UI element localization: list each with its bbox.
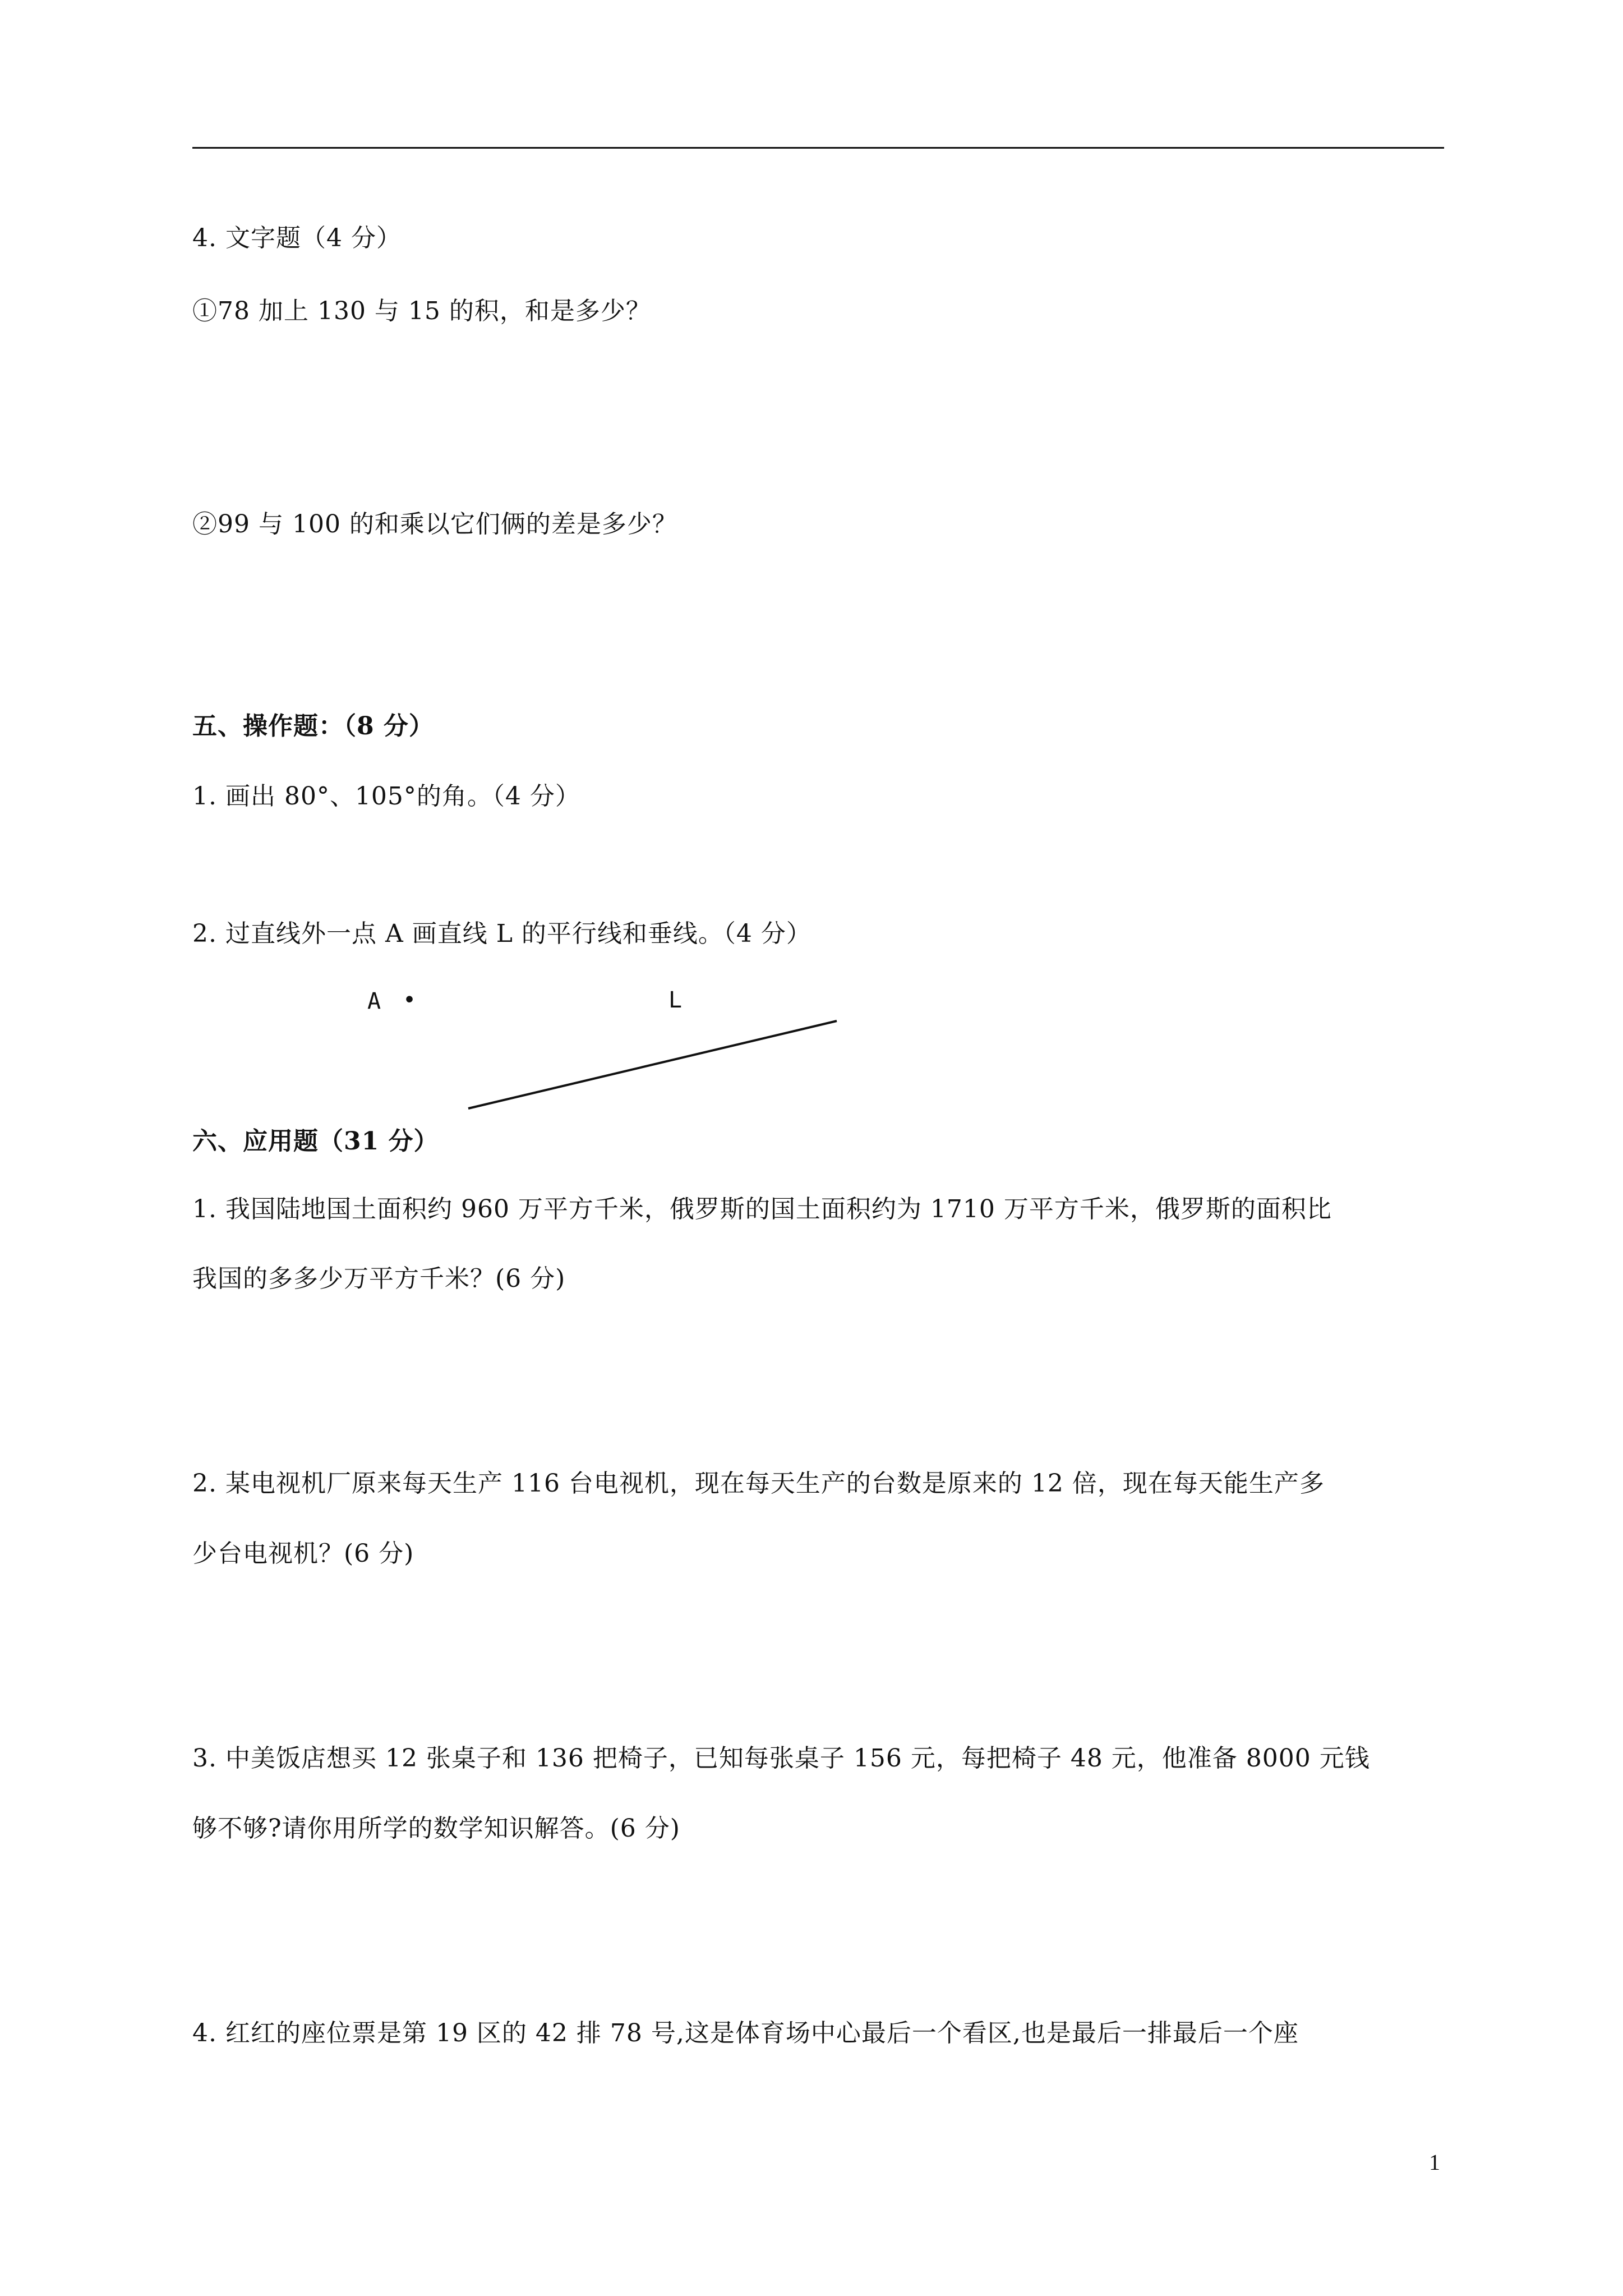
q4-item-1: ①78 加上 130 与 15 的积，和是多少？ bbox=[192, 297, 651, 325]
point-a-label: A bbox=[367, 988, 381, 1014]
section-6-q3-line2: 够不够?请你用所学的数学知识解答。(6 分) bbox=[192, 1814, 680, 1843]
q4-item-2: ②99 与 100 的和乘以它们俩的差是多少？ bbox=[192, 510, 677, 539]
section-6-heading: 六、应用题（31 分） bbox=[192, 1127, 439, 1156]
q4-title: 4. 文字题（4 分） bbox=[192, 224, 402, 252]
section-5-q2: 2. 过直线外一点 A 画直线 L 的平行线和垂线。（4 分） bbox=[192, 919, 811, 948]
section-6-q1-line2: 我国的多多少万平方千米？(6 分) bbox=[192, 1264, 566, 1293]
section-6-q1-line1: 1. 我国陆地国土面积约 960 万平方千米，俄罗斯的国土面积约为 1710 万平方千米，俄罗斯的面积比 bbox=[192, 1195, 1332, 1223]
section-6-q4-line1: 4. 红红的座位票是第 19 区的 42 排 78 号,这是体育场中心最后一个看区,也是最后一排最后一个座 bbox=[192, 2019, 1299, 2047]
point-a-dot: • bbox=[403, 987, 417, 1013]
section-6-q2-line2: 少台电视机？(6 分) bbox=[192, 1539, 414, 1568]
page-number: 1 bbox=[1429, 2150, 1440, 2175]
section-6-q3-line1: 3. 中美饭店想买 12 张桌子和 136 把椅子，已知每张桌子 156 元，每把椅子 48 元，他准备 8000 元钱 bbox=[192, 1744, 1370, 1773]
line-l-label: L bbox=[668, 987, 683, 1013]
section-6-q2-line1: 2. 某电视机厂原来每天生产 116 台电视机，现在每天生产的台数是原来的 12 倍，现在每天能生产多 bbox=[192, 1469, 1325, 1498]
section-5-heading: 五、操作题：（8 分） bbox=[192, 712, 434, 740]
section-5-q1: 1. 画出 80°、105°的角。（4 分） bbox=[192, 782, 580, 811]
